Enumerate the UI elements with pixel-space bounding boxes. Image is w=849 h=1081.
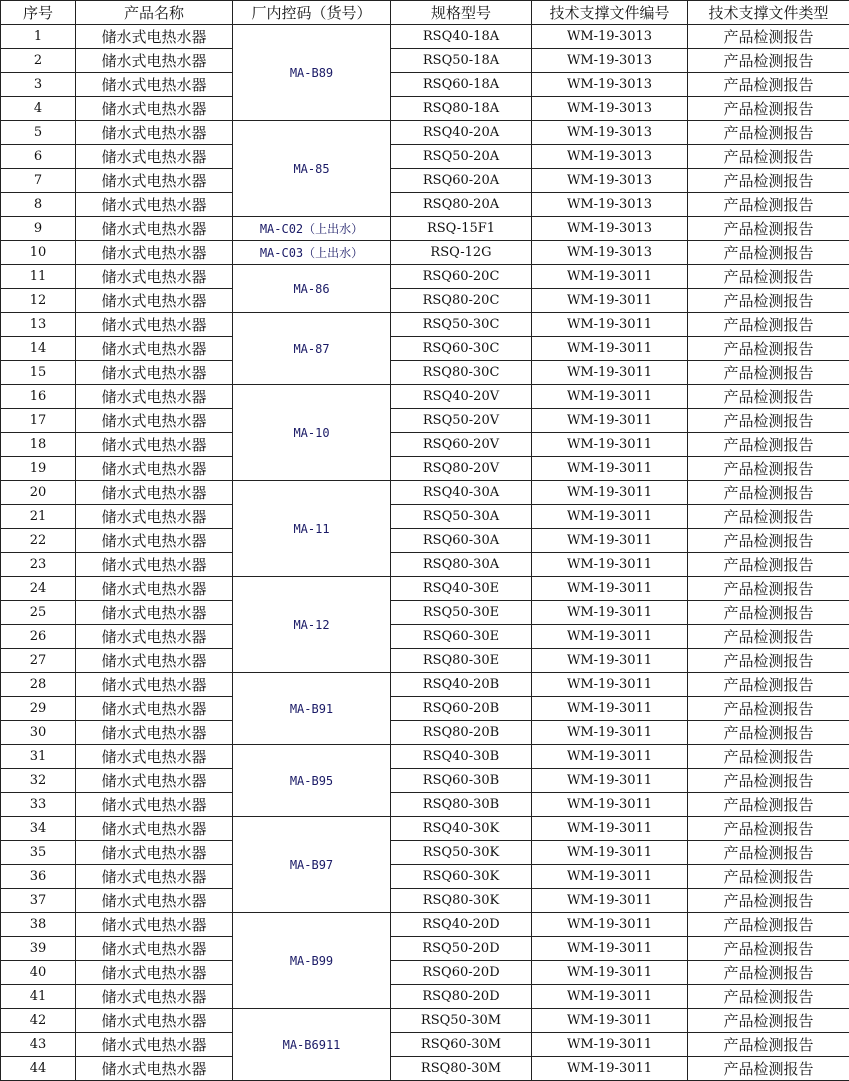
row-spec-model: RSQ60-20C xyxy=(391,265,532,289)
header-doc-number: 技术支撑文件编号 xyxy=(532,1,688,25)
row-seq: 16 xyxy=(1,385,76,409)
row-spec-model: RSQ50-30M xyxy=(391,1009,532,1033)
row-spec-model: RSQ40-20V xyxy=(391,385,532,409)
table-row xyxy=(1,649,849,673)
table-body xyxy=(1,25,849,1081)
row-seq: 22 xyxy=(1,529,76,553)
row-seq: 8 xyxy=(1,193,76,217)
row-doc-number: WM-19-3011 xyxy=(532,841,688,865)
row-doc-number: WM-19-3011 xyxy=(532,721,688,745)
table-row xyxy=(1,457,849,481)
row-doc-number: WM-19-3011 xyxy=(532,265,688,289)
row-seq: 43 xyxy=(1,1033,76,1057)
row-doc-type: 产品检测报告 xyxy=(688,433,849,457)
row-spec-model: RSQ40-30B xyxy=(391,745,532,769)
row-doc-type: 产品检测报告 xyxy=(688,25,849,49)
row-doc-type: 产品检测报告 xyxy=(688,169,849,193)
table-row xyxy=(1,817,849,841)
row-product-name: 储水式电热水器 xyxy=(76,1033,233,1057)
table-row xyxy=(1,1033,849,1057)
row-seq: 19 xyxy=(1,457,76,481)
table-row xyxy=(1,697,849,721)
row-doc-type: 产品检测报告 xyxy=(688,241,849,265)
table-row xyxy=(1,361,849,385)
table-row xyxy=(1,601,849,625)
row-seq: 13 xyxy=(1,313,76,337)
row-seq: 14 xyxy=(1,337,76,361)
row-spec-model: RSQ80-18A xyxy=(391,97,532,121)
row-spec-model: RSQ60-30B xyxy=(391,769,532,793)
row-product-name: 储水式电热水器 xyxy=(76,49,233,73)
row-seq: 24 xyxy=(1,577,76,601)
row-doc-number: WM-19-3011 xyxy=(532,289,688,313)
row-product-name: 储水式电热水器 xyxy=(76,313,233,337)
row-product-name: 储水式电热水器 xyxy=(76,121,233,145)
row-doc-type: 产品检测报告 xyxy=(688,481,849,505)
row-seq: 31 xyxy=(1,745,76,769)
header-internal-code: 厂内控码（货号） xyxy=(233,1,391,25)
row-spec-model: RSQ80-30B xyxy=(391,793,532,817)
row-doc-number: WM-19-3011 xyxy=(532,481,688,505)
table-row xyxy=(1,145,849,169)
row-doc-number: WM-19-3011 xyxy=(532,409,688,433)
row-spec-model: RSQ60-18A xyxy=(391,73,532,97)
table-row xyxy=(1,97,849,121)
row-spec-model: RSQ40-30E xyxy=(391,577,532,601)
row-internal-code: MA-86 xyxy=(233,265,391,313)
row-product-name: 储水式电热水器 xyxy=(76,625,233,649)
row-internal-code: MA-C03（上出水） xyxy=(233,241,391,265)
row-doc-type: 产品检测报告 xyxy=(688,1057,849,1081)
row-product-name: 储水式电热水器 xyxy=(76,721,233,745)
row-product-name: 储水式电热水器 xyxy=(76,841,233,865)
row-product-name: 储水式电热水器 xyxy=(76,817,233,841)
row-doc-type: 产品检测报告 xyxy=(688,409,849,433)
row-seq: 4 xyxy=(1,97,76,121)
row-doc-number: WM-19-3011 xyxy=(532,673,688,697)
row-product-name: 储水式电热水器 xyxy=(76,265,233,289)
row-internal-code: MA-B97 xyxy=(233,817,391,913)
row-spec-model: RSQ50-20V xyxy=(391,409,532,433)
row-doc-number: WM-19-3011 xyxy=(532,577,688,601)
row-doc-type: 产品检测报告 xyxy=(688,865,849,889)
row-product-name: 储水式电热水器 xyxy=(76,97,233,121)
row-doc-type: 产品检测报告 xyxy=(688,985,849,1009)
row-product-name: 储水式电热水器 xyxy=(76,217,233,241)
row-doc-type: 产品检测报告 xyxy=(688,217,849,241)
row-doc-type: 产品检测报告 xyxy=(688,1033,849,1057)
row-seq: 37 xyxy=(1,889,76,913)
row-spec-model: RSQ60-30M xyxy=(391,1033,532,1057)
row-product-name: 储水式电热水器 xyxy=(76,457,233,481)
row-doc-number: WM-19-3011 xyxy=(532,649,688,673)
row-spec-model: RSQ50-30A xyxy=(391,505,532,529)
row-spec-model: RSQ50-30C xyxy=(391,313,532,337)
table-row xyxy=(1,121,849,145)
row-internal-code: MA-10 xyxy=(233,385,391,481)
row-seq: 36 xyxy=(1,865,76,889)
row-doc-type: 产品检测报告 xyxy=(688,457,849,481)
header-doc-type: 技术支撑文件类型 xyxy=(688,1,849,25)
row-product-name: 储水式电热水器 xyxy=(76,241,233,265)
row-seq: 39 xyxy=(1,937,76,961)
row-internal-code: MA-B95 xyxy=(233,745,391,817)
table-row xyxy=(1,553,849,577)
row-seq: 34 xyxy=(1,817,76,841)
row-doc-number: WM-19-3011 xyxy=(532,793,688,817)
row-seq: 20 xyxy=(1,481,76,505)
row-doc-type: 产品检测报告 xyxy=(688,697,849,721)
row-seq: 18 xyxy=(1,433,76,457)
table-row xyxy=(1,745,849,769)
row-internal-code: MA-B6911 xyxy=(233,1009,391,1081)
row-product-name: 储水式电热水器 xyxy=(76,337,233,361)
table-row xyxy=(1,433,849,457)
row-doc-type: 产品检测报告 xyxy=(688,97,849,121)
row-doc-type: 产品检测报告 xyxy=(688,529,849,553)
row-internal-code: MA-87 xyxy=(233,313,391,385)
row-seq: 27 xyxy=(1,649,76,673)
row-doc-type: 产品检测报告 xyxy=(688,649,849,673)
row-doc-type: 产品检测报告 xyxy=(688,265,849,289)
table-row xyxy=(1,169,849,193)
row-seq: 10 xyxy=(1,241,76,265)
table-row xyxy=(1,913,849,937)
row-doc-type: 产品检测报告 xyxy=(688,913,849,937)
table-row xyxy=(1,985,849,1009)
row-doc-number: WM-19-3013 xyxy=(532,73,688,97)
row-product-name: 储水式电热水器 xyxy=(76,481,233,505)
row-product-name: 储水式电热水器 xyxy=(76,529,233,553)
row-doc-type: 产品检测报告 xyxy=(688,193,849,217)
row-spec-model: RSQ50-30K xyxy=(391,841,532,865)
row-spec-model: RSQ80-30A xyxy=(391,553,532,577)
row-doc-number: WM-19-3013 xyxy=(532,49,688,73)
table-row xyxy=(1,889,849,913)
row-doc-type: 产品检测报告 xyxy=(688,49,849,73)
row-doc-number: WM-19-3013 xyxy=(532,241,688,265)
row-doc-number: WM-19-3011 xyxy=(532,385,688,409)
row-spec-model: RSQ40-30A xyxy=(391,481,532,505)
table-header xyxy=(1,1,849,25)
row-seq: 1 xyxy=(1,25,76,49)
row-product-name: 储水式电热水器 xyxy=(76,385,233,409)
row-doc-type: 产品检测报告 xyxy=(688,745,849,769)
table-row xyxy=(1,961,849,985)
row-internal-code: MA-11 xyxy=(233,481,391,577)
row-doc-type: 产品检测报告 xyxy=(688,793,849,817)
row-seq: 41 xyxy=(1,985,76,1009)
row-product-name: 储水式电热水器 xyxy=(76,433,233,457)
row-doc-number: WM-19-3011 xyxy=(532,913,688,937)
table-row xyxy=(1,721,849,745)
row-product-name: 储水式电热水器 xyxy=(76,889,233,913)
row-doc-number: WM-19-3011 xyxy=(532,505,688,529)
row-seq: 7 xyxy=(1,169,76,193)
row-spec-model: RSQ80-30K xyxy=(391,889,532,913)
row-doc-number: WM-19-3011 xyxy=(532,745,688,769)
row-seq: 40 xyxy=(1,961,76,985)
row-doc-number: WM-19-3011 xyxy=(532,889,688,913)
row-doc-number: WM-19-3013 xyxy=(532,193,688,217)
row-spec-model: RSQ50-20D xyxy=(391,937,532,961)
row-doc-number: WM-19-3011 xyxy=(532,529,688,553)
row-spec-model: RSQ50-18A xyxy=(391,49,532,73)
row-seq: 30 xyxy=(1,721,76,745)
row-spec-model: RSQ80-30E xyxy=(391,649,532,673)
row-spec-model: RSQ60-30A xyxy=(391,529,532,553)
row-product-name: 储水式电热水器 xyxy=(76,865,233,889)
row-spec-model: RSQ60-20D xyxy=(391,961,532,985)
row-doc-type: 产品检测报告 xyxy=(688,73,849,97)
row-product-name: 储水式电热水器 xyxy=(76,961,233,985)
row-product-name: 储水式电热水器 xyxy=(76,577,233,601)
row-product-name: 储水式电热水器 xyxy=(76,793,233,817)
row-spec-model: RSQ40-20D xyxy=(391,913,532,937)
row-doc-number: WM-19-3011 xyxy=(532,457,688,481)
header-row xyxy=(1,1,849,25)
row-seq: 28 xyxy=(1,673,76,697)
row-product-name: 储水式电热水器 xyxy=(76,361,233,385)
row-doc-type: 产品检测报告 xyxy=(688,577,849,601)
row-doc-number: WM-19-3011 xyxy=(532,313,688,337)
table-row xyxy=(1,337,849,361)
row-product-name: 储水式电热水器 xyxy=(76,553,233,577)
row-seq: 15 xyxy=(1,361,76,385)
row-seq: 5 xyxy=(1,121,76,145)
row-seq: 26 xyxy=(1,625,76,649)
row-internal-code: MA-B99 xyxy=(233,913,391,1009)
row-internal-code: MA-85 xyxy=(233,121,391,217)
header-product-name: 产品名称 xyxy=(76,1,233,25)
row-doc-number: WM-19-3011 xyxy=(532,697,688,721)
row-doc-number: WM-19-3011 xyxy=(532,961,688,985)
row-doc-type: 产品检测报告 xyxy=(688,937,849,961)
row-doc-type: 产品检测报告 xyxy=(688,625,849,649)
row-product-name: 储水式电热水器 xyxy=(76,673,233,697)
row-spec-model: RSQ40-30K xyxy=(391,817,532,841)
table-row xyxy=(1,505,849,529)
row-product-name: 储水式电热水器 xyxy=(76,937,233,961)
table-row xyxy=(1,217,849,241)
row-spec-model: RSQ80-20A xyxy=(391,193,532,217)
row-spec-model: RSQ40-20A xyxy=(391,121,532,145)
row-seq: 25 xyxy=(1,601,76,625)
row-seq: 23 xyxy=(1,553,76,577)
table-row xyxy=(1,577,849,601)
table-row xyxy=(1,385,849,409)
row-doc-number: WM-19-3011 xyxy=(532,937,688,961)
row-doc-number: WM-19-3011 xyxy=(532,1033,688,1057)
row-spec-model: RSQ60-20V xyxy=(391,433,532,457)
row-doc-number: WM-19-3011 xyxy=(532,769,688,793)
row-spec-model: RSQ80-20D xyxy=(391,985,532,1009)
row-product-name: 储水式电热水器 xyxy=(76,409,233,433)
row-product-name: 储水式电热水器 xyxy=(76,745,233,769)
row-seq: 17 xyxy=(1,409,76,433)
row-doc-number: WM-19-3011 xyxy=(532,865,688,889)
row-product-name: 储水式电热水器 xyxy=(76,697,233,721)
row-seq: 21 xyxy=(1,505,76,529)
row-doc-number: WM-19-3011 xyxy=(532,337,688,361)
row-product-name: 储水式电热水器 xyxy=(76,289,233,313)
row-product-name: 储水式电热水器 xyxy=(76,193,233,217)
row-doc-type: 产品检测报告 xyxy=(688,601,849,625)
table-row xyxy=(1,241,849,265)
row-internal-code: MA-B89 xyxy=(233,25,391,121)
row-internal-code: MA-C02（上出水） xyxy=(233,217,391,241)
row-spec-model: RSQ50-20A xyxy=(391,145,532,169)
row-doc-number: WM-19-3013 xyxy=(532,121,688,145)
row-doc-type: 产品检测报告 xyxy=(688,841,849,865)
row-doc-type: 产品检测报告 xyxy=(688,961,849,985)
row-doc-number: WM-19-3011 xyxy=(532,985,688,1009)
table-row xyxy=(1,289,849,313)
row-spec-model: RSQ60-20B xyxy=(391,697,532,721)
row-product-name: 储水式电热水器 xyxy=(76,1009,233,1033)
table-row xyxy=(1,193,849,217)
row-spec-model: RSQ40-20B xyxy=(391,673,532,697)
row-product-name: 储水式电热水器 xyxy=(76,913,233,937)
table-row xyxy=(1,1057,849,1081)
row-spec-model: RSQ40-18A xyxy=(391,25,532,49)
row-product-name: 储水式电热水器 xyxy=(76,1057,233,1081)
row-product-name: 储水式电热水器 xyxy=(76,649,233,673)
row-doc-type: 产品检测报告 xyxy=(688,337,849,361)
row-doc-type: 产品检测报告 xyxy=(688,889,849,913)
row-doc-number: WM-19-3013 xyxy=(532,145,688,169)
row-doc-number: WM-19-3011 xyxy=(532,625,688,649)
row-spec-model: RSQ60-20A xyxy=(391,169,532,193)
row-spec-model: RSQ50-30E xyxy=(391,601,532,625)
row-spec-model: RSQ-12G xyxy=(391,241,532,265)
row-product-name: 储水式电热水器 xyxy=(76,601,233,625)
row-seq: 12 xyxy=(1,289,76,313)
row-doc-number: WM-19-3011 xyxy=(532,1009,688,1033)
row-doc-type: 产品检测报告 xyxy=(688,121,849,145)
row-spec-model: RSQ80-20C xyxy=(391,289,532,313)
row-seq: 11 xyxy=(1,265,76,289)
row-seq: 42 xyxy=(1,1009,76,1033)
row-product-name: 储水式电热水器 xyxy=(76,985,233,1009)
row-internal-code: MA-B91 xyxy=(233,673,391,745)
row-doc-type: 产品检测报告 xyxy=(688,673,849,697)
table-row xyxy=(1,673,849,697)
row-product-name: 储水式电热水器 xyxy=(76,145,233,169)
row-spec-model: RSQ80-20V xyxy=(391,457,532,481)
row-seq: 32 xyxy=(1,769,76,793)
row-seq: 3 xyxy=(1,73,76,97)
row-seq: 2 xyxy=(1,49,76,73)
row-doc-type: 产品检测报告 xyxy=(688,145,849,169)
row-seq: 44 xyxy=(1,1057,76,1081)
row-spec-model: RSQ-15F1 xyxy=(391,217,532,241)
row-doc-number: WM-19-3013 xyxy=(532,97,688,121)
table-row xyxy=(1,625,849,649)
table-row xyxy=(1,73,849,97)
row-product-name: 储水式电热水器 xyxy=(76,505,233,529)
row-product-name: 储水式电热水器 xyxy=(76,25,233,49)
table-row xyxy=(1,769,849,793)
row-spec-model: RSQ60-30K xyxy=(391,865,532,889)
table-row xyxy=(1,409,849,433)
row-doc-number: WM-19-3013 xyxy=(532,217,688,241)
row-doc-type: 产品检测报告 xyxy=(688,769,849,793)
table-row xyxy=(1,865,849,889)
table-row xyxy=(1,841,849,865)
row-spec-model: RSQ60-30C xyxy=(391,337,532,361)
row-doc-type: 产品检测报告 xyxy=(688,313,849,337)
table-row xyxy=(1,265,849,289)
header-seq: 序号 xyxy=(1,1,76,25)
table-row xyxy=(1,313,849,337)
row-seq: 6 xyxy=(1,145,76,169)
row-seq: 35 xyxy=(1,841,76,865)
row-seq: 29 xyxy=(1,697,76,721)
row-doc-number: WM-19-3013 xyxy=(532,25,688,49)
row-doc-type: 产品检测报告 xyxy=(688,553,849,577)
row-doc-type: 产品检测报告 xyxy=(688,1009,849,1033)
row-spec-model: RSQ80-20B xyxy=(391,721,532,745)
row-doc-type: 产品检测报告 xyxy=(688,817,849,841)
row-doc-number: WM-19-3011 xyxy=(532,433,688,457)
row-doc-number: WM-19-3013 xyxy=(532,169,688,193)
row-spec-model: RSQ60-30E xyxy=(391,625,532,649)
row-doc-number: WM-19-3011 xyxy=(532,361,688,385)
row-doc-number: WM-19-3011 xyxy=(532,553,688,577)
table-row xyxy=(1,937,849,961)
row-spec-model: RSQ80-30C xyxy=(391,361,532,385)
table-row xyxy=(1,25,849,49)
row-internal-code: MA-12 xyxy=(233,577,391,673)
row-product-name: 储水式电热水器 xyxy=(76,169,233,193)
row-doc-type: 产品检测报告 xyxy=(688,289,849,313)
row-doc-number: WM-19-3011 xyxy=(532,817,688,841)
row-spec-model: RSQ80-30M xyxy=(391,1057,532,1081)
row-doc-type: 产品检测报告 xyxy=(688,385,849,409)
table-row xyxy=(1,481,849,505)
row-doc-type: 产品检测报告 xyxy=(688,721,849,745)
row-seq: 38 xyxy=(1,913,76,937)
row-seq: 9 xyxy=(1,217,76,241)
row-doc-number: WM-19-3011 xyxy=(532,1057,688,1081)
row-seq: 33 xyxy=(1,793,76,817)
table-row xyxy=(1,49,849,73)
row-product-name: 储水式电热水器 xyxy=(76,769,233,793)
header-spec-model: 规格型号 xyxy=(391,1,532,25)
row-product-name: 储水式电热水器 xyxy=(76,73,233,97)
row-doc-number: WM-19-3011 xyxy=(532,601,688,625)
row-doc-type: 产品检测报告 xyxy=(688,361,849,385)
table-row xyxy=(1,793,849,817)
table-row xyxy=(1,529,849,553)
table-row xyxy=(1,1009,849,1033)
row-doc-type: 产品检测报告 xyxy=(688,505,849,529)
